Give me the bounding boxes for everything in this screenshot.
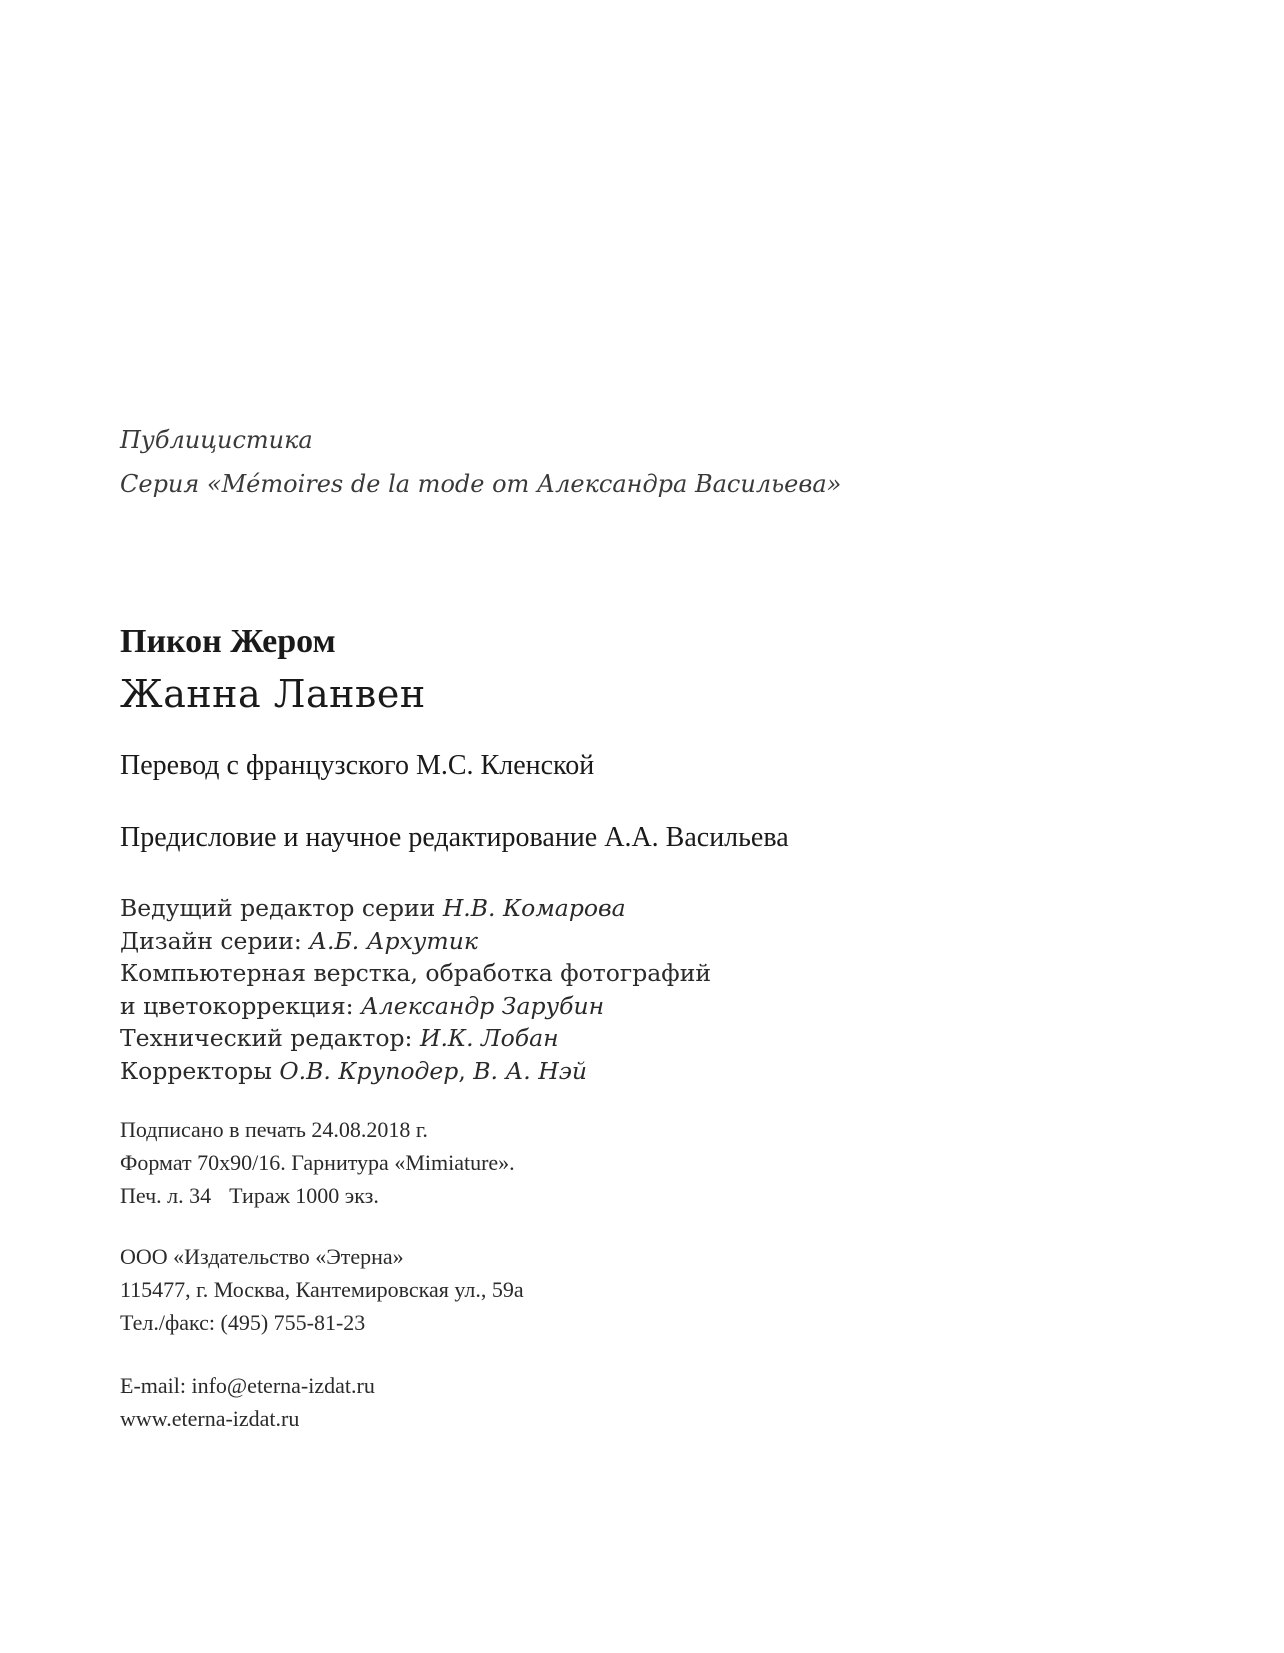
- proofreader-1-name: О.В. Круподер: [279, 1056, 459, 1085]
- lead-editor-name: Н.В. Комарова: [442, 894, 626, 922]
- preface-credit: Предисловие и научное редактирование А.А. Васильева: [120, 822, 789, 853]
- printed-sheets: Печ. л. 34: [120, 1183, 212, 1208]
- publisher-phone: Тел./факс: (495) 755-81-23: [120, 1310, 366, 1335]
- contact-info: [120, 1369, 1220, 1435]
- website-line: www.eterna-izdat.ru: [120, 1406, 300, 1431]
- layout-label: и цветокоррекция:: [120, 991, 362, 1020]
- design-label: Дизайн серии:: [120, 926, 310, 955]
- sheets-run-line: [120, 1179, 1220, 1212]
- proofreaders-line: [120, 1055, 1220, 1088]
- lead-editor-label: Ведущий редактор серии: [120, 894, 443, 922]
- publisher-name: ООО «Издательство «Этерна»: [120, 1244, 404, 1269]
- layout-line-1: Компьютерная верстка, обработка фотографий: [120, 959, 712, 987]
- staff-credits: [120, 892, 1220, 1087]
- print-info: [120, 1113, 1220, 1212]
- signed-date: Подписано в печать 24.08.2018 г.: [120, 1117, 428, 1142]
- publisher-address: 115477, г. Москва, Кантемировская ул., 59а: [120, 1277, 524, 1302]
- book-title: Жанна Ланвен: [120, 672, 426, 716]
- email-line: E-mail: info@eterna-izdat.ru: [120, 1373, 375, 1398]
- series-label: Серия «Mémoires de la mode от Александра Васильева»: [120, 470, 842, 498]
- layout-name: Александр Зарубин: [361, 991, 605, 1020]
- translation-credit: Перевод с французского М.С. Кленской: [120, 750, 595, 781]
- proofreader-2-name: В. А. Нэй: [473, 1056, 588, 1085]
- tech-editor-name: И.К. Лобан: [419, 1024, 559, 1052]
- design-name: А.Б. Архутик: [309, 926, 478, 955]
- imprint-page: [120, 418, 1220, 1435]
- tech-editor-label: Технический редактор:: [120, 1024, 420, 1052]
- design-line: [120, 925, 1220, 958]
- format-typeface: Формат 70x90/16. Гарнитура «Mimiature».: [120, 1150, 515, 1175]
- layout-line-2: [120, 990, 1220, 1023]
- lead-editor-line: [120, 892, 1220, 925]
- author-name: Пикон Жером: [120, 623, 336, 660]
- proofreaders-label: Корректоры: [120, 1056, 280, 1085]
- print-run: Тираж 1000 экз.: [229, 1183, 379, 1208]
- category-block: [120, 418, 1220, 506]
- category-label: Публицистика: [120, 426, 313, 454]
- publisher-info: [120, 1240, 1220, 1339]
- tech-editor-line: [120, 1022, 1220, 1055]
- proofreaders-separator: ,: [458, 1056, 474, 1085]
